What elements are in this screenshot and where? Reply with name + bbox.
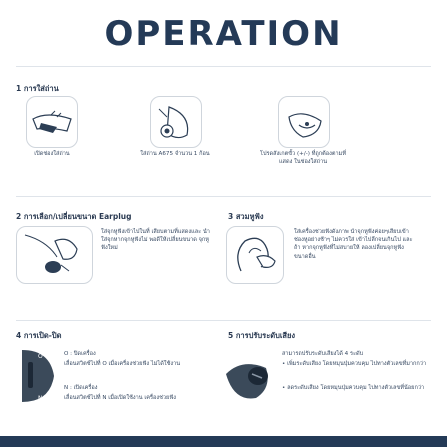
battery-polarity-icon — [279, 97, 329, 147]
battery-door-icon — [27, 97, 77, 147]
battery-polarity-caption: โปรดสังเกตขั้ว (+/-) ที่ถูกต้องตามที่แสดง ในช่องใส่ถ่าน — [259, 151, 347, 165]
battery-insert-caption: ใส่ถ่าน A675 จำนวน 1 ก้อน — [140, 151, 210, 157]
power-on-label: N : เปิดเครื่อง — [64, 385, 98, 391]
power-switch-icon — [14, 346, 58, 406]
power-off-label: O : ปิดเครื่อง — [64, 351, 96, 357]
ear-icon — [227, 227, 283, 283]
battery-open-tile — [26, 96, 78, 148]
footer-bar — [0, 436, 447, 447]
section-heading-volume: 5 การปรับระดับเสียง — [228, 331, 296, 340]
volume-dial-icon — [222, 354, 274, 404]
volume-down-text: • ลดระดับเสียง โดยหมุนปุ่มควบคุม ไปทางตัวเลขที่น้อยกว่า — [282, 385, 425, 391]
page-title: OPERATION — [104, 14, 343, 54]
battery-polarity-tile — [278, 96, 330, 148]
battery-open-caption: เปิดช่องใส่ถ่าน — [34, 151, 70, 157]
section-heading-battery: 1 การใส่ถ่าน — [16, 84, 59, 93]
volume-up-text: • เพิ่มระดับเสียง โดยหมุนปุ่มควบคุม ไปทางตัวเลขที่มากกว่า — [282, 361, 427, 367]
divider — [16, 196, 431, 197]
section-heading-wear: 3 สวมหูฟัง — [228, 212, 264, 221]
power-on-desc: เลื่อนสวิตช์ไปที่ N เมื่อเปิดใช้งาน เครื่องช่วยฟัง — [64, 395, 177, 401]
battery-insert-tile — [150, 96, 202, 148]
divider — [16, 66, 431, 67]
earplug-icon — [17, 227, 92, 283]
divider — [16, 320, 431, 321]
section-heading-earplug: 2 การเลือก/เปลี่ยนขนาด Earplug — [16, 212, 132, 221]
wear-text: ใส่เครื่องช่วยฟังดังภาพ นำจุกหูฟังค่อยๆเสียบเข้า ช่องหูอย่างช้าๆ ไม่ควรใส่ เข้าไปลึกจนเกินไป และถ้า หากจุกหูฟังที่ไม่สบายให้ ลองเปลี่ยนจุกหูฟังขนาดอื่น — [294, 229, 413, 260]
power-off-desc: เลื่อนสวิตช์ไปที่ O เมื่อเครื่องช่วยฟัง ไม่ได้ใช้งาน — [64, 361, 181, 367]
volume-intro: สามารถปรับระดับเสียงได้ 4 ระดับ — [282, 351, 364, 357]
switch-o-label: O — [38, 353, 43, 360]
wear-tile — [226, 226, 284, 284]
earplug-tile — [16, 226, 93, 284]
battery-insert-icon — [151, 97, 201, 147]
section-heading-power: 4 การเปิด-ปิด — [16, 331, 62, 340]
earplug-text: ใส่จุกหูฟังเข้าไปในที่ เสียบตามที่แสดงและ นำใส่จุกหากจุกหูฟังไม่ พอดีให้เปลี่ยนขนาด จุกหูฟังใหม่ — [101, 229, 210, 252]
switch-n-label: N — [38, 395, 43, 402]
